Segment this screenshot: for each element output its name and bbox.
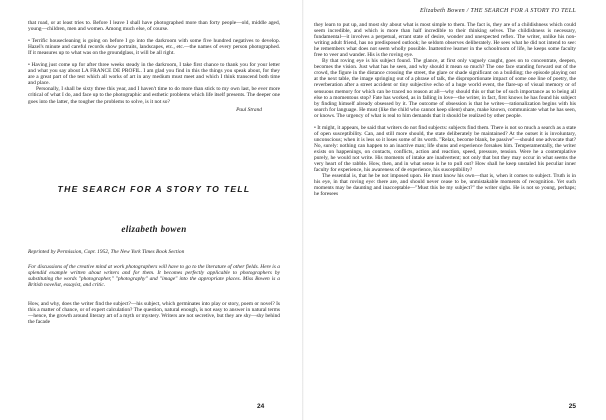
reprint-credit: Reprinted by Permission, Copr. 1952, The New York Times Book Section xyxy=(28,249,185,255)
page-number-left: 24 xyxy=(257,403,265,410)
signature-paul-strand: Paul Strand xyxy=(236,106,262,113)
editor-introduction xyxy=(28,264,280,288)
intro-text: For discussions of the creative mind at work photographers will have to go to the literature of other fields. Here is a splendid example written about writers and for them. It becomes perfectly applicable to photographers by substituting the words "photographer," "photography" and "image" into the appropriate places. Miss Bowen is a British novelist, essayist, and critic. xyxy=(28,264,280,289)
left-paragraph-3: • Having just come up for after three weeks steady in the darkroom, I take first chance to thank you for your letter and what you say about LA FRANCE DE PROFIL. I am glad you find in this the things you speak about, for they are a great part of the test which all works of art in any medium must meet and which I think transcend both time and place. xyxy=(28,62,280,87)
left-paragraph-2: • Terrific housecleaning is going on before I go into the darkroom with some five hundred negatives to develop. Hazel's minute and careful records show portraits, landscapes, etc., etc.—the names of every person photographed. If it measures up to what was on the groundglass, it will be all right. xyxy=(28,38,280,57)
article-opening: How, and why, does the writer find the subject?—his subject, which germinates into play or story, poem or novel? Is this a matter of chance, or of expert calculation? The question, natural enough, is not easy to answer in natural terms—hence, the growth around literary art of a myth or mystery. Writers are not secretive, but they are shy—shy behind the facade xyxy=(28,301,280,326)
article-title: THE SEARCH FOR A STORY TO TELL xyxy=(57,184,251,194)
right-paragraph-1: they learn to put up, and most shy about what is most simple to them. The fact is, they are of a childishness which could seem incredible, and which is more than half incredible to their thinking selves. The childishness is necessary, fundamental—it involves a perpetual, errant state of desire, wonder and unexpected reflex. The writer, unlike his non-writing adult friend, has no predisposed outlook; he seldom observes deliberately. He sees what he did not intend to see: he remembers what does not seem wholly possible. Inattentive learner in the schoolroom of life, he keeps some faculty free to veer and wander. His is the roving eye. xyxy=(314,22,576,59)
right-page-text xyxy=(314,22,576,197)
right-paragraph-2: By that roving eye is his subject found. The glance, at first only vaguely caught, goes on to concentrate, deepen, becomes the vision. Just what has he seen, and why should it mean so much? The one face standing forward out of the crowd, the figure in the distance crossing the street, the glare or shade significant on a building; the episode playing out at the next table, the image springing out of a phrase of talk, the disproportionate impact of some one line of poetry, the reverberation after a street accident or tiny subjective echo of a huge world event, the flare-up of visual memory or of sensuous memory for which can be traced no reason at all—why should this or that be of such importance as to being all else to a momentous stop? Fate has worked, as in falling in love—the writer, in fact, first knows he has found his subject by finding himself already obsessed by it. The outcome of obsession is that he writes—rationalization begins with his search for language. He must (like the child who cannot keep silent) share, make known, communicate what he has seen, or knows. The urgency of what is real to him demands that it should be realized by other people. xyxy=(314,58,576,119)
left-page-body xyxy=(28,301,280,325)
right-paragraph-3: • It might, it appears, be said that writers do not find subjects: subjects find them. There is not so much a search as a state of open susceptibility. Can, and still more should, the state deliberately be maintained? At the outset it is involuntary, unconscious; when it is less so it loses some of its worth. "Relax, become blank, be passive"—should one advocate that? No, surely: nothing can happen to an inactive man; life shuns and experience forsakes him. Temperamentally, the writer exists on happenings, on contacts, conflicts, action and reaction, speed, pressure, tension. Were he a contemplative purely, he would not write. His moments of intake are inadvertent; not only that but they may occur in what seems the very heart of the rabble. How, then, and in what sense is he to pull out? How shall he keep unstaled his peculiar inner faculty for experience, his awareness of de experience, his susceptibility? xyxy=(314,124,576,174)
left-paragraph-1: that road, or at least tries to. Before I leave I shall have photographed more than forty people—old, middle aged, young—children, men and women. Among much else, of course. xyxy=(28,20,280,33)
left-page-upper-text xyxy=(28,20,280,113)
page-gutter xyxy=(302,0,304,420)
left-paragraph-4: Personally, I shall be sixty three this year, and I haven't time to do more than stick to my own last, be ever more critical of what I do, and face up to the photographic and esthetic problems which life itself presents. The deeper one goes into the latter, the tougher the problems to solve, is it not so? xyxy=(28,86,280,105)
page-number-right: 25 xyxy=(568,403,576,410)
running-head: Elizabeth Bowen / THE SEARCH FOR A STORY TO TELL xyxy=(419,8,576,14)
article-author: elizabeth bowen xyxy=(121,224,187,234)
right-paragraph-4: The essential is, that he be not imposed upon. He must know his own—that is, when it comes to subject. Truth is in his eye, in that roving eye: there are, and should never cease to be, unmistakable moments of recognition. Yet such moments may be daunting and inacceptable—"Must this be my subject?" the writer sighs. He is not so young, perhaps; he foresees xyxy=(314,173,576,198)
